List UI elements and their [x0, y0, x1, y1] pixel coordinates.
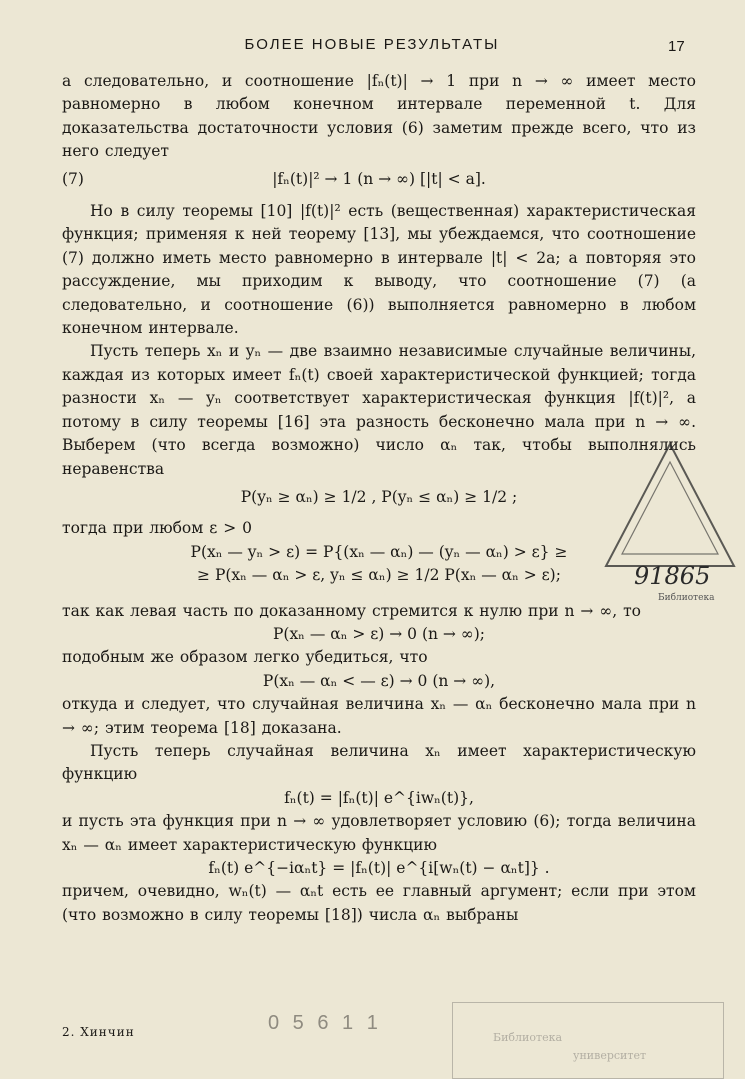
paragraph-7: откуда и следует, что случайная величина xₙ — αₙ бесконечно мала при n → ∞; этим теорема [18] доказана.: [62, 695, 696, 737]
library-stamp-rectangle: [452, 1002, 724, 1079]
equation-b-line1: P(xₙ — yₙ > ε) = P{(xₙ — αₙ) — (yₙ — αₙ) > ε} ≥: [190, 542, 568, 561]
equation-7: [62, 168, 696, 191]
equation-e: fₙ(t) = |fₙ(t)| e^{iwₙ(t)},: [284, 788, 474, 807]
stamp-number: 91865: [634, 562, 711, 590]
paragraph-3: Пусть теперь xₙ и yₙ — две взаимно независимые случайные величины, каждая из которых имеет fₙ(t) своей характеристической функцией; тогда разности xₙ — yₙ соответствует характеристическая функция |f(t)|², а потому в силу теоремы [16] эта разность бесконечно мала при n → ∞. Выберем (что всегда возможно) число αₙ так, чтобы выполнялись неравенства: [62, 342, 696, 478]
equation-c: P(xₙ — αₙ > ε) → 0 (n → ∞);: [272, 624, 486, 643]
paragraph-8: Пусть теперь случайная величина xₙ имеет характеристическую функцию: [62, 741, 696, 784]
library-stamp-triangle: [600, 438, 740, 603]
stamp-rect-line1: Библиотека: [493, 1031, 563, 1044]
paragraph-2: Но в силу теоремы [10] |f(t)|² есть (вещественная) характеристическая функция; применяя к ней теорему [13], мы убеждаемся, что соотношение (7) должно иметь место равномерно в интервале |t| < 2a; а повторяя это рассуждение, мы приходим к выводу, что соотношение (7) (а следовательно, и соотношение (6)) выполняется равномерно в любом конечном интервале.: [62, 202, 696, 338]
equation-7-body: |fₙ(t)|² → 1 (n → ∞) [|t| < a].: [272, 169, 486, 188]
signature-mark: 2. Хинчин: [62, 1025, 135, 1039]
paragraph-1: а следовательно, и соотношение |fₙ(t)| → 1 при n → ∞ имеет место равномерно в любом конечном интервале переменной t. Для доказательства достаточности условия (6) заметим прежде всего, что из него следует: [62, 72, 696, 161]
page-number: 17: [668, 38, 685, 55]
equation-d: P(xₙ — αₙ < — ε) → 0 (n → ∞),: [262, 671, 496, 690]
equation-tag: (7): [62, 169, 84, 188]
equation-f: fₙ(t) e^{−iαₙt} = |fₙ(t)| e^{i[wₙ(t) − αₙt]} .: [208, 859, 550, 877]
stamp-text-line1: Библиотека: [658, 593, 715, 603]
running-header: БОЛЕЕ НОВЫЕ РЕЗУЛЬТАТЫ: [244, 36, 500, 53]
equation-a: P(yₙ ≥ αₙ) ≥ 1/2 , P(yₙ ≤ αₙ) ≥ 1/2 ;: [240, 487, 518, 506]
paragraph-6: подобным же образом легко убедиться, что: [62, 648, 428, 667]
paragraph-10: причем, очевидно, wₙ(t) — αₙt есть ее главный аргумент; если при этом (что возможно в силу теоремы [18]) числа αₙ выбраны: [62, 882, 696, 924]
stamp-rect-line2: университет: [573, 1049, 647, 1062]
faint-stamped-number: 0 5 6 1 1: [268, 1012, 382, 1034]
paragraph-9: и пусть эта функция при n → ∞ удовлетворяет условию (6); тогда величина xₙ — αₙ имеет характеристическую функцию: [62, 812, 696, 854]
paragraph-4: тогда при любом ε > 0: [62, 519, 252, 538]
equation-b-line2: ≥ P(xₙ — αₙ > ε, yₙ ≤ αₙ) ≥ 1/2 P(xₙ — αₙ > ε);: [197, 566, 561, 585]
paragraph-5: так как левая часть по доказанному стремится к нулю при n → ∞, то: [62, 601, 641, 620]
